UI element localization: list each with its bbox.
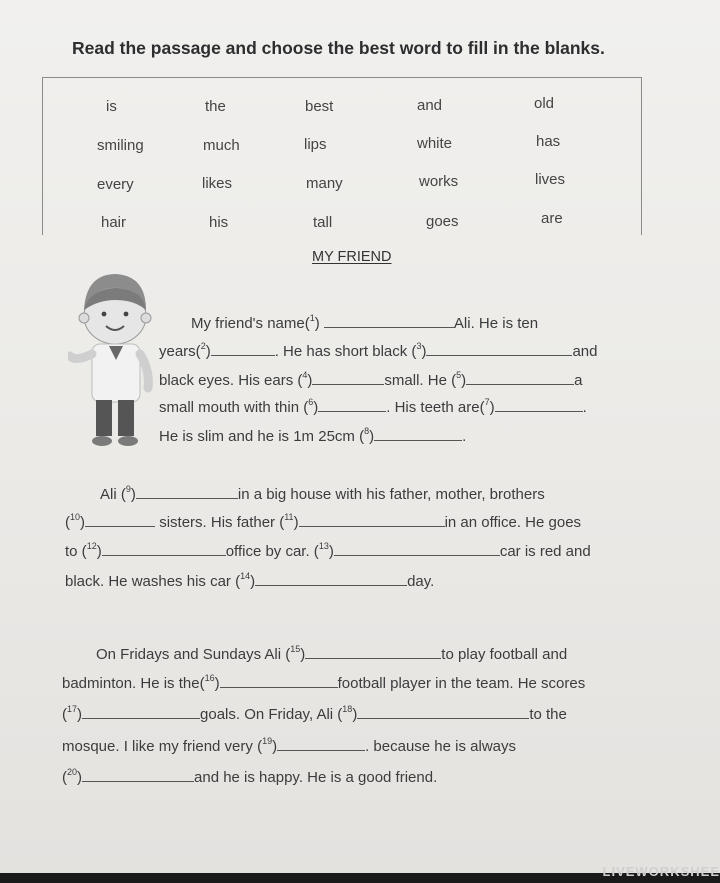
word-bank-item: tall (313, 214, 333, 231)
passage-line: ($^{20}$) and he is happy. He is a good friend. (62, 767, 438, 786)
word-bank-item: has (536, 133, 561, 150)
word-bank-item: white (417, 135, 453, 152)
word-bank-item: much (203, 137, 240, 154)
word-bank-item: lips (304, 136, 327, 153)
blank-5[interactable] (466, 372, 574, 385)
word-bank-item: his (209, 214, 229, 231)
word-bank-item: and (417, 97, 443, 114)
blank-15[interactable] (305, 646, 441, 659)
passage-line: black eyes. His ears ($^4$) small. He ($^5$) a (159, 370, 583, 389)
passage-line: On Fridays and Sundays Ali ($^{15}$) to play football and (96, 644, 568, 663)
blank-16[interactable] (220, 675, 338, 688)
word-bank-item: smiling (97, 137, 144, 154)
blank-18[interactable] (357, 706, 529, 719)
instruction-title: Read the passage and choose the best word to fill in the blanks. (72, 38, 605, 58)
passage-line: years($^2$) . He has short black ($^3$) and (159, 341, 598, 360)
passage-line: badminton. He is the($^{16}$) football player in the team. He scores (62, 673, 586, 692)
blank-4[interactable] (312, 372, 384, 385)
word-bank-item: best (305, 98, 334, 115)
boy-illustration (68, 270, 160, 460)
passage-line: to ($^{12}$) office by car. ($^{13}$) car is red and (65, 541, 591, 560)
word-bank-item: many (306, 175, 343, 192)
passage-line: My friend's name($^1$) Ali. He is ten (191, 313, 539, 332)
passage-line: black. He washes his car ($^{14}$) day. (65, 571, 435, 590)
word-bank-item: works (419, 173, 459, 190)
blank-9[interactable] (136, 486, 238, 499)
word-bank-item: goes (426, 213, 459, 230)
blank-8[interactable] (374, 428, 462, 441)
passage-line: He is slim and he is 1m 25cm ($^8$) . (159, 426, 467, 445)
blank-6[interactable] (318, 399, 386, 412)
blank-19[interactable] (277, 738, 365, 751)
blank-11[interactable] (299, 514, 445, 527)
word-bank-item: old (534, 95, 555, 112)
word-bank-item: lives (535, 171, 566, 188)
passage-line: ($^{10}$) sisters. His father ($^{11}$) in an office. He goes (65, 512, 582, 531)
blank-20[interactable] (82, 769, 194, 782)
blank-17[interactable] (82, 706, 200, 719)
word-bank-item: the (205, 98, 226, 115)
blank-10[interactable] (85, 514, 155, 527)
passage-line: small mouth with thin ($^6$) . His teeth are($^7$) . (159, 397, 587, 416)
passage-line: ($^{17}$) goals. On Friday, Ali ($^{18}$) to the (62, 704, 567, 723)
word-bank-item: are (541, 210, 563, 227)
word-bank-item: is (106, 98, 117, 115)
blank-12[interactable] (102, 543, 226, 556)
passage-title: MY FRIEND (312, 249, 392, 265)
blank-1[interactable] (324, 315, 454, 328)
blank-2[interactable] (211, 343, 275, 356)
blank-7[interactable] (495, 399, 583, 412)
blank-13[interactable] (334, 543, 500, 556)
word-bank-item: likes (202, 175, 233, 192)
passage-line: mosque. I like my friend very ($^{19}$) . because he is always (62, 736, 516, 755)
passage-line: Ali ($^9$) in a big house with his father, mother, brothers (100, 484, 545, 503)
word-bank-item: hair (101, 214, 127, 231)
watermark-logo: LIVEWORKSHEE (602, 864, 720, 879)
word-bank-box (42, 77, 642, 235)
blank-3[interactable] (426, 343, 572, 356)
word-bank-item: every (97, 176, 134, 193)
blank-14[interactable] (255, 573, 407, 586)
